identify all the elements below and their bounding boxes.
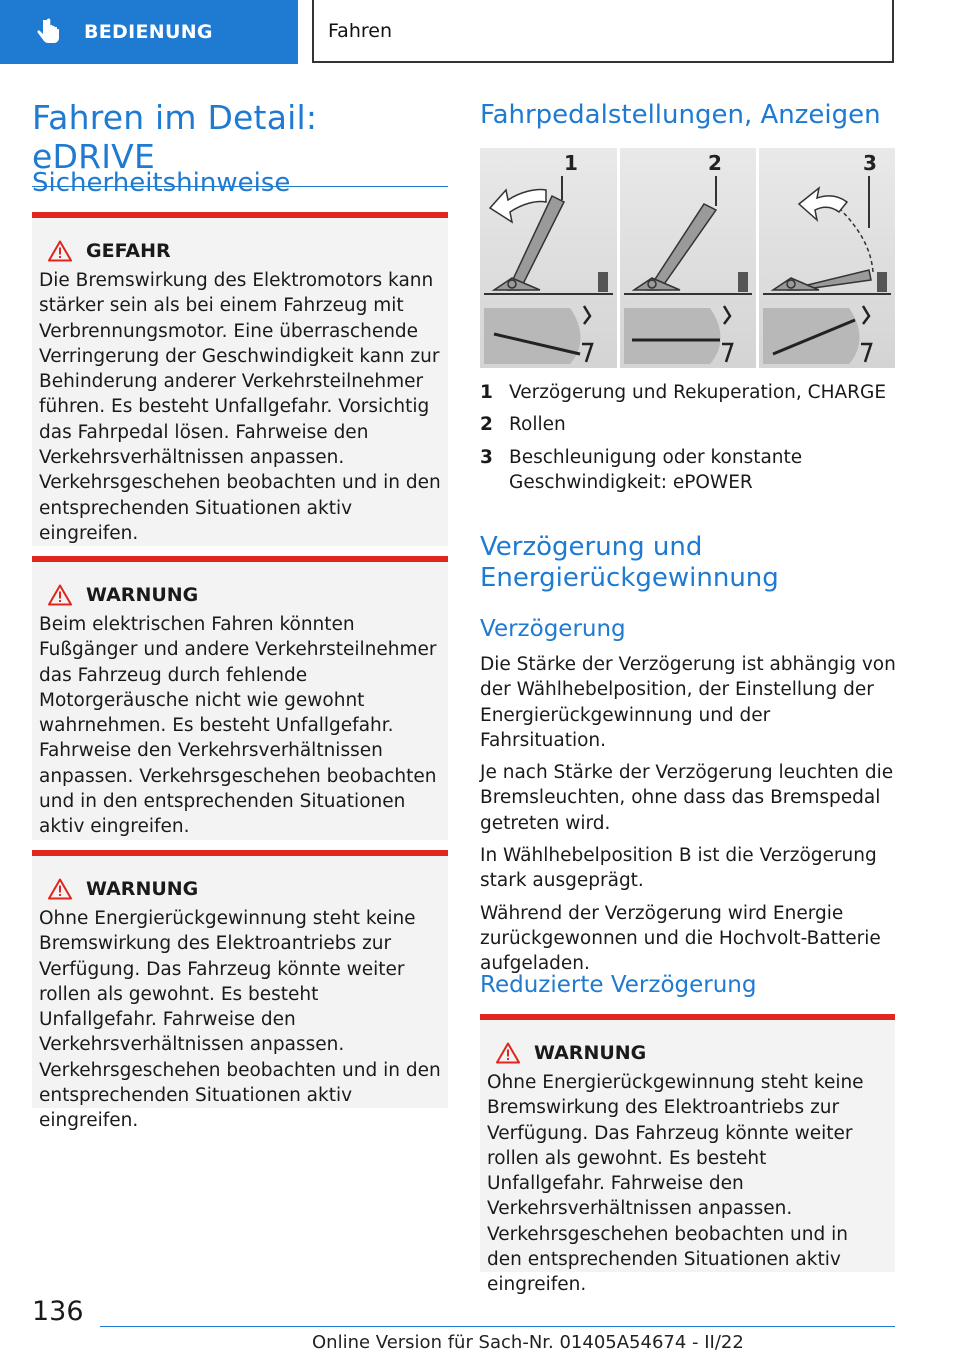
figure-label-1: 1 (564, 151, 578, 175)
page-number: 136 (32, 1296, 84, 1327)
paragraph: Die Stärke der Verzögerung ist abhängig von der Wählhebelposition, der Einstellung der Energierückgewinnung und der Fahrsituation. (480, 654, 896, 751)
panel-3 (759, 148, 895, 368)
warning-triangle-icon (48, 878, 72, 900)
deceleration-subheading: Verzögerung (480, 616, 626, 642)
legend-item (480, 445, 896, 496)
footer-rule (100, 1326, 895, 1327)
warning-triangle-icon (48, 240, 72, 262)
pedal-illustration (480, 148, 895, 368)
warning-box-1 (32, 556, 448, 840)
legend-number: 1 (480, 382, 493, 403)
paragraph: In Wählhebelposition B ist die Verzögerung stark ausgeprägt. (480, 845, 877, 892)
warning-text: Beim elektrischen Fahren könnten Fußgänger und andere Verkehrsteilnehmer das Fahrzeug durch fehlende Motorgeräusche nicht wie gewohnt wahrnehmen. Es besteht Unfallgefahr. Fahrweise den Verkehrsverhältnissen anpassen. Verkehrsgeschehen beobachten und in den entsprechenden Situationen aktiv eingreifen. (39, 614, 437, 838)
danger-box (32, 212, 448, 546)
figure-label-2: 2 (708, 151, 722, 175)
page-title: Fahren im Detail: eDRIVE (32, 98, 448, 187)
warning-text: Ohne Energierückgewinnung steht keine Bremswirkung des Elektroantriebs zur Verfügung. Das Fahrzeug könnte weiter rollen als gewohnt. Es besteht Unfallgefahr. Fahrweise den Verkehrsverhältnissen anpassen. Verkehrsgeschehen beobachten und in den entsprechenden Situationen aktiv eingreifen. (39, 908, 441, 1132)
legend-number: 3 (480, 446, 493, 468)
warning-triangle-icon (496, 1042, 520, 1064)
legend-item (480, 380, 896, 405)
warning-text: Ohne Energierückgewinnung steht keine Bremswirkung des Elektroantriebs zur Verfügung. Das Fahrzeug könnte weiter rollen als gewohnt. Es besteht Unfallgefahr. Fahrweise den Verkehrsverhältnissen anpassen. Verkehrsgeschehen beobachten und in den entsprechenden Situationen aktiv eingreifen. (487, 1072, 864, 1296)
legend-text: Beschleunigung oder konstante Geschwindigkeit: ePOWER (509, 446, 803, 493)
panel-1 (480, 148, 617, 368)
warning-box-3 (480, 1014, 895, 1296)
footer-text: Online Version für Sach-Nr. 01405A54674 - II/22 (312, 1332, 744, 1353)
warning-title: WARNUNG (86, 878, 199, 900)
deceleration-heading: Verzögerung und Energierückgewinnung (480, 532, 779, 593)
section-name: BEDIENUNG (84, 21, 213, 43)
pedal-heading: Fahrpedalstellungen, Anzeigen (480, 100, 881, 130)
chapter-tab (312, 0, 894, 63)
deceleration-body (480, 652, 896, 977)
legend-text: Rollen (509, 414, 566, 436)
section-tab (0, 0, 298, 64)
warning-triangle-icon (48, 584, 72, 606)
warning-box-2 (32, 850, 448, 1132)
warning-text: Die Bremswirkung des Elektromotors kann stärker sein als bei einem Fahrzeug mit Verbrennungsmotor. Eine überraschende Verringerung der Geschwindigkeit kann zur Behinderung anderer Verkehrsteilnehmer führen. Es besteht Unfallgefahr. Vorsichtig das Fahrpedal lösen. Fahrweise den Verkehrsverhältnissen anpassen. Verkehrsgeschehen beobachten und in den entsprechenden Situationen aktiv eingreifen. (39, 270, 441, 544)
reduced-deceleration-heading: Reduzierte Verzögerung (480, 972, 757, 998)
hand-pointer-icon (34, 17, 64, 47)
paragraph: Je nach Stärke der Verzögerung leuchten die Bremsleuchten, ohne dass das Bremspedal getreten wird. (480, 762, 894, 834)
figure-legend (480, 380, 896, 502)
legend-item (480, 412, 896, 437)
legend-number: 2 (480, 414, 493, 436)
safety-heading: Sicherheitshinweise (32, 168, 291, 198)
chapter-name: Fahren (328, 19, 392, 42)
warning-title: WARNUNG (534, 1042, 647, 1064)
figure-label-3: 3 (863, 151, 877, 175)
legend-text: Verzögerung und Rekuperation, CHARGE (509, 382, 887, 403)
warning-title: WARNUNG (86, 584, 199, 606)
pedal-figure (480, 148, 895, 368)
paragraph: Während der Verzögerung wird Energie zurückgewonnen und die Hochvolt-Batterie aufgeladen. (480, 902, 881, 975)
panel-2 (620, 148, 756, 368)
warning-title: GEFAHR (86, 240, 171, 262)
